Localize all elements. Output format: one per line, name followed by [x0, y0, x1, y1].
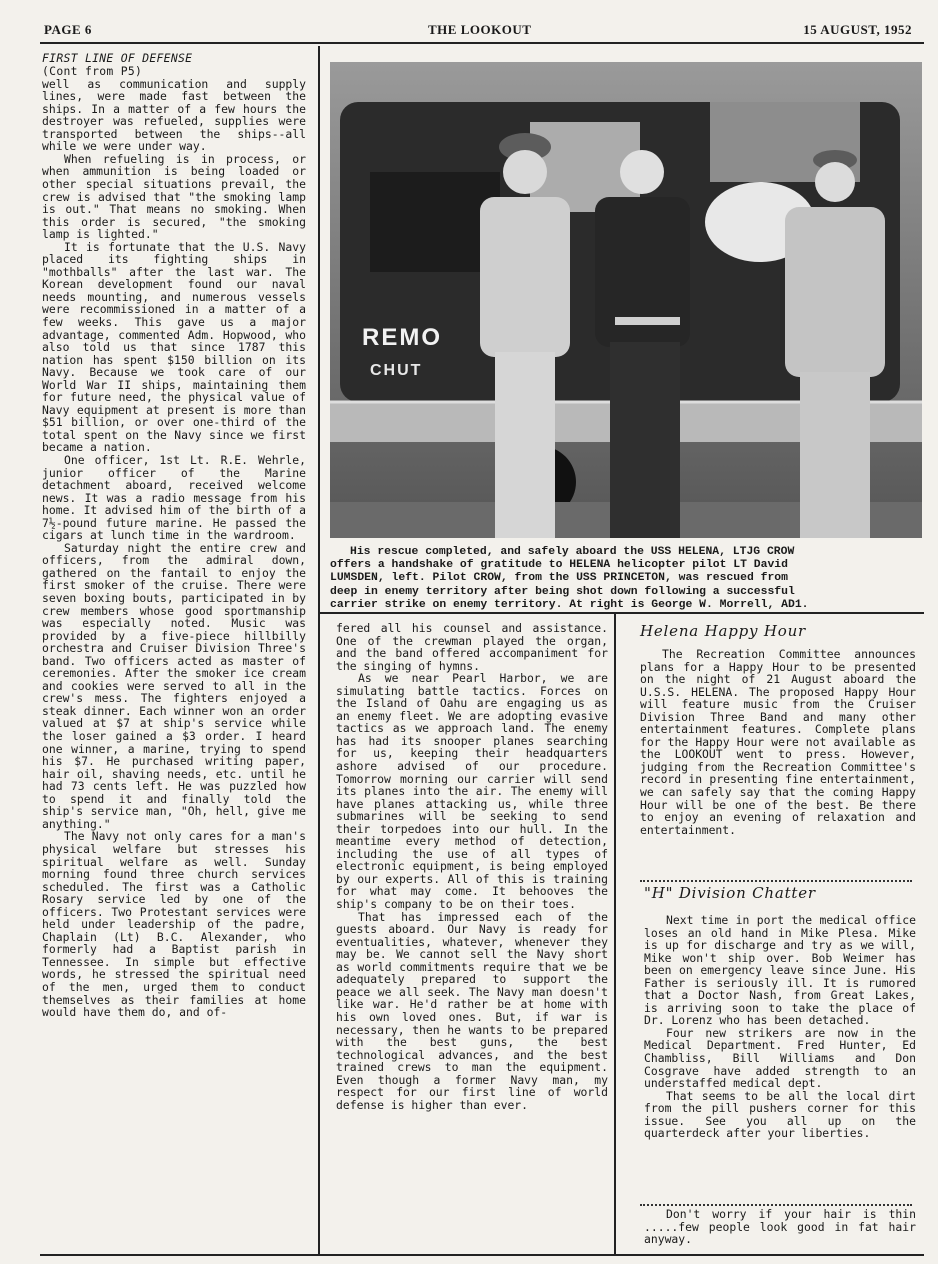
- photo-illustration: [330, 62, 922, 538]
- happy-hour-heading: Helena Happy Hour: [640, 622, 807, 640]
- continued-note: (Cont from P5): [42, 63, 143, 78]
- paragraph: The Recreation Committee announces plans for a Happy Hour to be presented on the night of 21 August aboard the U.S.S. HELENA. The proposed Happy Hour will feature music from the Cruiser Division Three Band and many other entertainment features. Complete plans for the Happy Hour were not available as the LOOKOUT went to press. However, judging from the Recreation Committee's record in presenting fine entertainment, we can safely say that the coming Happy Hour will be one of the best. Be there to enjoy an evening of relaxation and entertainment.: [640, 648, 916, 837]
- happy-hour-section: [640, 622, 916, 872]
- paragraph: well as communication and supply lines, were made fast between the ships. In a matter of a few hours the destroyer was refueled, supplies were transported between the ships--all while we were under way.: [42, 77, 306, 154]
- paragraph: When refueling is in process, or when ammunition is being loaded or other special situations prevail, the crew is advised that "the smoking lamp is out." That means no smoking. When this order is secured, "the smoking lamp is lighted.": [42, 151, 306, 242]
- news-photo: [330, 62, 922, 538]
- caption-line: His rescue completed, and safely aboard the USS HELENA, LTJG CROW: [350, 546, 795, 558]
- footer-rule: [40, 1254, 924, 1256]
- h-division-section: [644, 884, 916, 1206]
- caption-line: offers a handshake of gratitude to HELENA helicopter pilot LT David: [330, 559, 788, 572]
- paragraph: That has impressed each of the guests aboard. Our Navy is ready for eventualities, whatever, whenever they may be. We cannot sell the Navy short as world commitments require that we be adequately prepared to support the peace we all seek. The Navy man doesn't like war. He'd rather be at home with his own loved ones. But, if war is necessary, then he wants to be prepared with the best guns, the best technological advances, and the best trained crews to man the equipment. Even though a former Navy man, my respect for our first line of world defense is higher than ever.: [336, 909, 608, 1112]
- page-number: PAGE 6: [44, 22, 92, 37]
- paragraph: It is fortunate that the U.S. Navy placed its fighting ships in "mothballs" after the last war. The Korean development found our naval needs mounting, and numerous vessels were recommissioned in a matter of a few weeks. This gave us a major advantage, commented Adm. Hopwood, who also told us that since 1787 this nation has spent $150 billion on its Navy. Because we took care of our World War II ships, maintaining them for future need, the physical value of Navy equipment at present is more than $51 billion, or over one-third of the total spent on the Navy since we first became a nation.: [42, 239, 306, 455]
- header-rule: [40, 42, 924, 44]
- paragraph: The Navy not only cares for a man's physical welfare but stresses his spiritual welfare as well. Sunday morning found three church services scheduled. The first was a Catholic Rosary service led by one of the officers. Two Protestant services were held under leadership of the padre, Chaplain (Lt) B.C. Alexander, who formerly had a Baptist parish in Tennessee. In simple but effective words, he stressed the spiritual need of the men, urged them to conduct themselves as their families at home would have them do, and of-: [42, 829, 306, 1020]
- paragraph: One officer, 1st Lt. R.E. Wehrle, junior officer of the Marine detachment aboard, received welcome news. It was a radio message from his home. It advised him of the birth of a 7½-pound future marine. He passed the cigars at lunch time in the wardroom.: [42, 453, 306, 543]
- photo-caption: [330, 546, 924, 612]
- paragraph: That seems to be all the local dirt from the pill pushers corner for this issue. See you all up on the quarterdeck after your liberties.: [644, 1088, 916, 1141]
- issue-date: 15 AUGUST, 1952: [803, 22, 912, 37]
- paragraph: Next time in port the medical office loses an old hand in Mike Plesa. Mike is up for discharge and try as we will, Mike won't ship over. Bob Weimer has been on emergency leave since June. His Father is seriously ill. It is rumored that a Doctor Nash, from Great Lakes, is arriving soon to take the place of Dr. Lorenz who has been detached.: [644, 914, 916, 1028]
- sign-text-line1: REMO: [362, 324, 442, 351]
- h-division-body: [644, 914, 916, 1206]
- caption-line: deep in enemy territory after being shot down following a successful: [330, 585, 795, 598]
- footnote-text: Don't worry if your hair is thin .....few people look good in fat hair anyway.: [644, 1208, 916, 1247]
- newspaper-title: THE LOOKOUT: [428, 22, 532, 37]
- paragraph: Four new strikers are now in the Medical Department. Fred Hunter, Ed Chambliss, Bill Williams and Don Cosgrave have added strength to an understaffed medical dept.: [644, 1025, 916, 1091]
- h-division-heading: "H" Division Chatter: [644, 884, 816, 902]
- paragraph: fered all his counsel and assistance. One of the crewman played the organ, and the band offered accompaniment for the singing of hymns.: [336, 622, 608, 673]
- happy-hour-body: [640, 648, 916, 872]
- section-divider: [640, 1204, 912, 1206]
- article-kicker: FIRST LINE OF DEFENSE: [42, 51, 193, 65]
- caption-line: LUMSDEN, left. Pilot CROW, from the USS PRINCETON, was rescued from: [330, 572, 788, 585]
- sign-text-line2: CHUT: [370, 362, 423, 379]
- section-divider: [640, 880, 912, 882]
- right-column-divider: [614, 612, 616, 1256]
- left-article-body: [42, 78, 306, 1236]
- paragraph: As we near Pearl Harbor, we are simulating battle tactics. Forces on the Island of Oahu are engaging us as an enemy fleet. We are adopting evasive tactics as we approach land. The enemy has had its snooper planes searching for us, keeping their headquarters ashore advised of our procedure. Tomorrow morning our carrier will send its planes into the air. The enemy will have planes attacking us, while three submarines will be seeking to send their torpedoes into our hull. In the meantime every method of detection, including the use of all types of electronic equipment, is being employed by our experts. All of this is training for what may come. It behooves the ship's company to be on their toes.: [336, 671, 608, 912]
- middle-article: [336, 622, 608, 1248]
- left-article: [42, 52, 310, 1236]
- caption-line: carrier strike on enemy territory. At right is George W. Morrell, AD1.: [330, 598, 809, 611]
- footnote: [644, 1208, 916, 1252]
- paragraph: Saturday night the entire crew and officers, from the admiral down, gathered on the fantail to enjoy the first smoker of the cruise. There were seven boxing bouts, participated in by crew members whose good sportmanship was especially noted. Music was provided by a five-piece hillbilly orchestra and Cruiser Division Three's band. Two officers acted as master of ceremonies. After the smoker ice cream and cookies were served to all in the crew's mess. The fighters enjoyed a steak dinner. Each winner won an order valued at $7 at ship's service while the loser gained a $3 order. I heard one winner, a marine, trying to spend his $7. He purchased writing paper, hair oil, shaving needs, etc. until he had 73 cents left. He was puzzled how to spend it and finally told the ship's service man, "Oh, hell, give me anything.": [42, 540, 306, 831]
- left-column-divider: [318, 46, 320, 1256]
- caption-rule: [318, 612, 924, 614]
